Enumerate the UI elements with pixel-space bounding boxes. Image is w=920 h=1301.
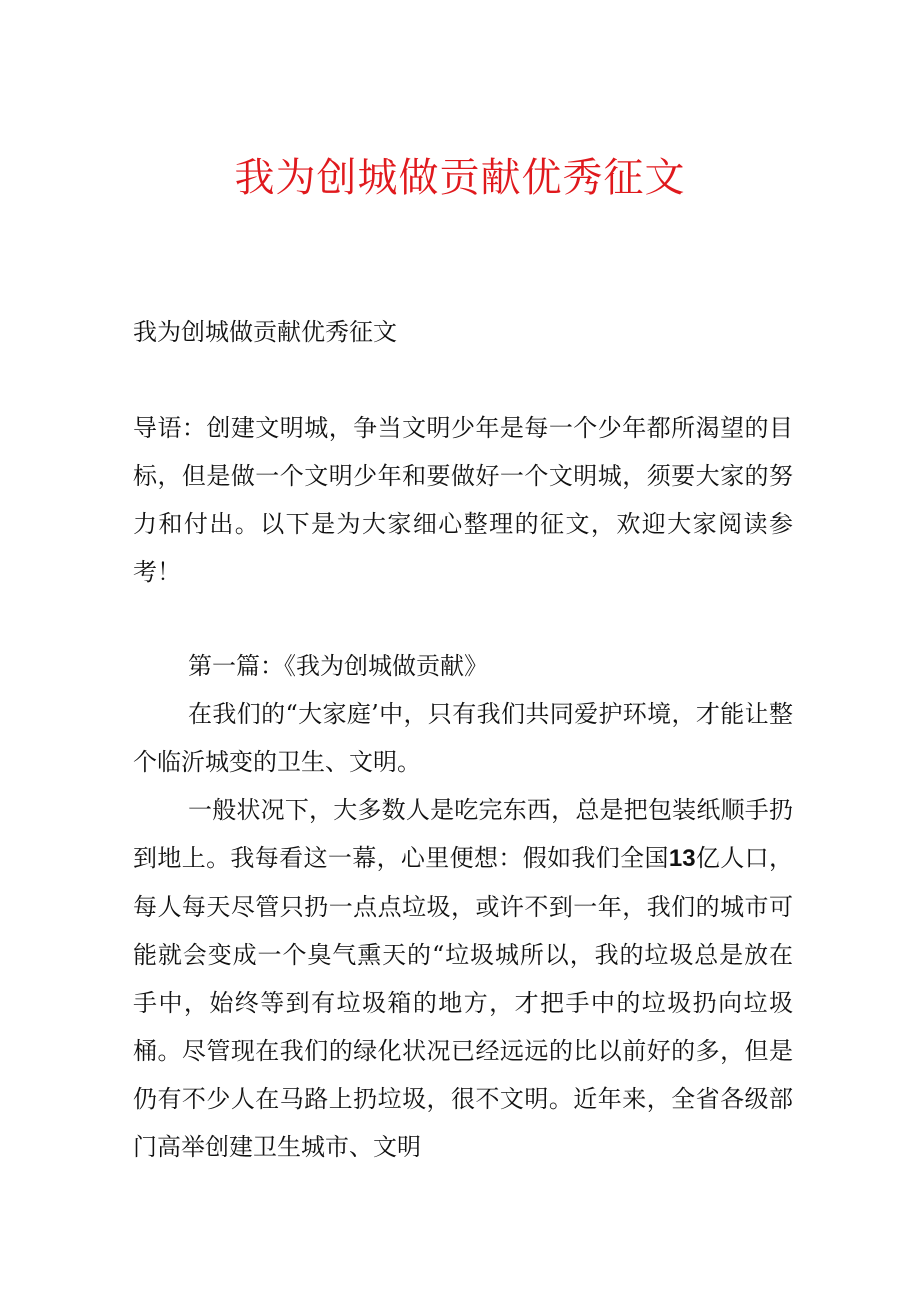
section-heading: 第一篇：《我为创城做贡献》 bbox=[188, 652, 488, 680]
document-subtitle: 我为创城做贡献优秀征文 bbox=[133, 318, 397, 346]
population-number: 13 bbox=[668, 845, 696, 872]
body-paragraph-1: 在我们的“大家庭’中，只有我们共同爱护环境，才能让整个临沂城变的卫生、文明。 bbox=[133, 700, 793, 776]
body-paragraph-2 bbox=[133, 786, 793, 1171]
document-title: 我为创城做贡献优秀征文 bbox=[234, 155, 686, 201]
paragraph-2-text-end: 亿人口，每人每天尽管只扔一点点垃圾，或许不到一年，我们的城市可能就会变成一个臭气熏天的“垃圾城所以，我的垃圾总是放在手中，始终等到有垃圾箱的地方，才把手中的垃圾扔向垃圾桶。尽管现在我们的绿化状况已经远远的比以前好的多，但是仍有不少人在马路上扔垃圾，很不文明。近年来，全省各级部门高举创建卫生城市、文明 bbox=[133, 844, 794, 1161]
paragraph-2-text-start: 一般状况下，大多数人是吃完东西，总是把包装纸顺手扔到地上。我每看这一幕，心里便想：假如我们全国 bbox=[133, 796, 793, 872]
intro-paragraph: 导语：创建文明城，争当文明少年是每一个少年都所渴望的目标，但是做一个文明少年和要做好一个文明城，须要大家的努力和付出。以下是为大家细心整理的征文，欢迎大家阅读参考！ bbox=[133, 414, 793, 586]
